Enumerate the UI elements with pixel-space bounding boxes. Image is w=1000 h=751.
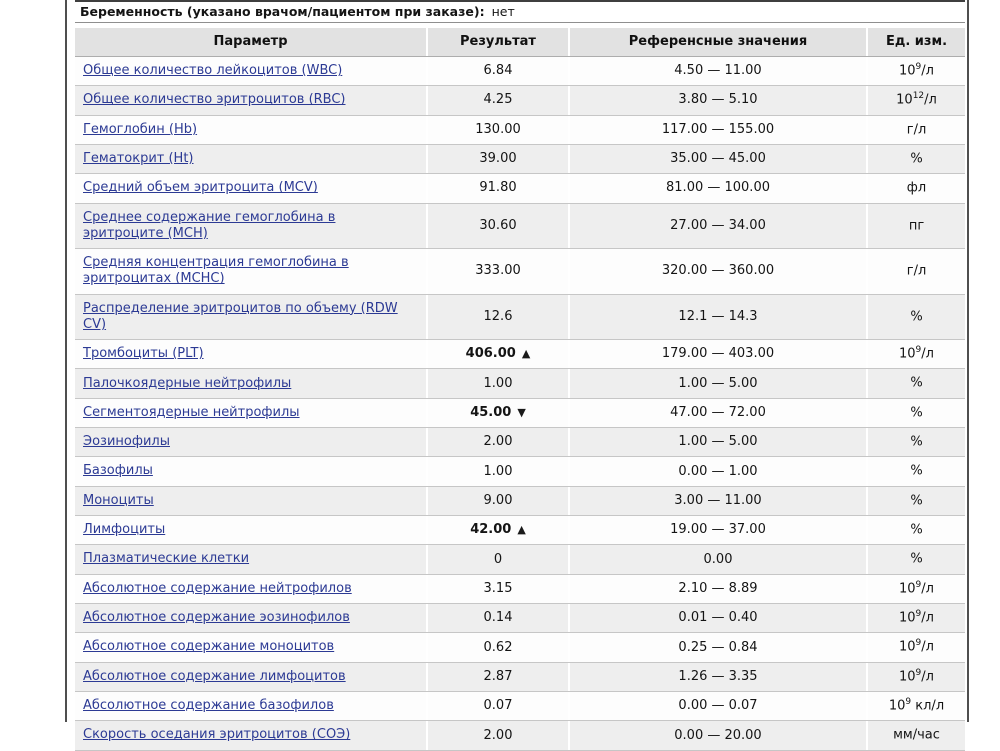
parameter-cell — [75, 57, 428, 85]
parameter-link[interactable]: Базофилы — [83, 463, 153, 479]
result-value: 0 — [493, 551, 503, 567]
parameter-cell — [75, 428, 428, 456]
unit-base: % — [910, 151, 923, 167]
header-parameter: Параметр — [75, 28, 428, 56]
table-row — [75, 204, 965, 250]
unit-base: г/л — [906, 121, 927, 137]
unit-cell — [868, 604, 965, 632]
unit-cell — [868, 86, 965, 114]
table-row — [75, 116, 965, 145]
reference-range: 35.00 — 45.00 — [570, 145, 868, 173]
page-left-border — [65, 0, 67, 722]
parameter-link[interactable]: Средний объем эритроцита (MCV) — [83, 180, 318, 196]
reference-range: 81.00 — 100.00 — [570, 174, 868, 202]
header-units: Ед. изм. — [885, 34, 948, 49]
table-row — [75, 369, 965, 398]
result-cell — [428, 174, 570, 202]
header-result: Результат — [428, 28, 570, 56]
parameter-link[interactable]: Общее количество эритроцитов (RBC) — [83, 92, 346, 108]
table-row — [75, 663, 965, 692]
parameter-cell — [75, 145, 428, 173]
result-value: 3.15 — [483, 580, 513, 596]
result-cell — [428, 86, 570, 114]
parameter-link[interactable]: Эозинофилы — [83, 434, 170, 450]
parameter-link[interactable]: Моноциты — [83, 492, 154, 508]
unit-cell — [868, 663, 965, 691]
header-reference: Референсные значения — [570, 28, 868, 56]
result-cell — [428, 575, 570, 603]
reference-range: 0.00 — 20.00 — [570, 721, 868, 749]
unit-cell — [868, 204, 965, 249]
unit-base: $10^9$ кл/л — [888, 697, 945, 714]
parameter-cell — [75, 516, 428, 544]
reference-range: 3.80 — 5.10 — [570, 86, 868, 114]
result-value: 30.60 — [479, 217, 517, 233]
table-row — [75, 174, 965, 203]
result-value: 4.25 — [483, 92, 513, 108]
unit-cell — [868, 633, 965, 661]
reference-range: 117.00 — 155.00 — [570, 116, 868, 144]
unit-cell — [868, 57, 965, 85]
unit-cell — [868, 399, 965, 427]
parameter-cell — [75, 86, 428, 114]
parameter-link[interactable]: Тромбоциты (PLT) — [83, 346, 204, 362]
table-row — [75, 457, 965, 486]
result-cell — [428, 516, 570, 544]
results-table — [75, 28, 965, 751]
abnormal-flag-icon: ▼ — [517, 405, 526, 419]
unit-cell — [868, 575, 965, 603]
unit-cell — [868, 340, 965, 368]
result-value: 12.6 — [483, 308, 513, 324]
unit-base: $10^9/л$ — [899, 638, 934, 655]
table-row — [75, 145, 965, 174]
unit-cell — [868, 116, 965, 144]
parameter-cell — [75, 692, 428, 720]
unit-base: $10^9/л$ — [899, 345, 934, 362]
parameter-cell — [75, 721, 428, 749]
result-value: 39.00 — [479, 151, 517, 167]
unit-base: фл — [906, 180, 927, 196]
parameter-cell — [75, 369, 428, 397]
result-cell — [428, 721, 570, 749]
unit-base: мм/час — [893, 727, 940, 743]
result-cell — [428, 545, 570, 573]
table-row — [75, 249, 965, 295]
result-cell — [428, 399, 570, 427]
parameter-cell — [75, 116, 428, 144]
unit-base: % — [910, 375, 923, 391]
unit-cell — [868, 295, 965, 340]
parameter-link[interactable]: Распределение эритроцитов по объему (RDW CV) — [83, 300, 398, 332]
result-value: 0.14 — [483, 610, 513, 626]
table-row — [75, 545, 965, 574]
result-cell — [428, 145, 570, 173]
result-cell — [428, 249, 570, 294]
unit-cell — [868, 428, 965, 456]
table-row — [75, 692, 965, 721]
result-value: 0.07 — [483, 698, 513, 714]
parameter-cell — [75, 633, 428, 661]
table-row — [75, 428, 965, 457]
reference-range: 27.00 — 34.00 — [570, 204, 868, 249]
lab-report — [75, 0, 965, 751]
unit-base: % — [910, 434, 923, 450]
parameter-cell — [75, 204, 428, 249]
reference-range: 1.00 — 5.00 — [570, 369, 868, 397]
result-value: 45.00 — [470, 404, 512, 420]
pregnancy-status-bar — [75, 0, 965, 23]
parameter-link[interactable]: Абсолютное содержание лимфоцитов — [83, 668, 346, 684]
unit-base: г/л — [906, 263, 927, 279]
unit-cell — [868, 721, 965, 749]
table-row — [75, 57, 965, 86]
result-value: 2.87 — [483, 668, 513, 684]
result-value: 91.80 — [479, 180, 517, 196]
parameter-link[interactable]: Абсолютное содержание моноцитов — [83, 639, 335, 655]
table-row — [75, 516, 965, 545]
unit-cell — [868, 145, 965, 173]
parameter-link[interactable]: Абсолютное содержание нейтрофилов — [83, 580, 352, 596]
unit-base: % — [910, 493, 923, 509]
unit-base: пг — [908, 218, 925, 234]
result-value: 0.62 — [483, 639, 513, 655]
reference-range: 179.00 — 403.00 — [570, 340, 868, 368]
table-header-row — [75, 28, 965, 57]
result-value: 1.00 — [483, 463, 513, 479]
pregnancy-label: Беременность (указано врачом/пациентом при заказе): — [80, 4, 485, 19]
result-cell — [428, 428, 570, 456]
reference-range: 4.50 — 11.00 — [570, 57, 868, 85]
parameter-link[interactable]: Общее количество лейкоцитов (WBC) — [83, 63, 343, 79]
unit-cell — [868, 457, 965, 485]
reference-range: 2.10 — 8.89 — [570, 575, 868, 603]
parameter-cell — [75, 399, 428, 427]
parameter-link[interactable]: Палочкоядерные нейтрофилы — [83, 375, 292, 391]
parameter-link[interactable]: Абсолютное содержание эозинофилов — [83, 610, 350, 626]
result-cell — [428, 340, 570, 368]
reference-range: 0.00 — 1.00 — [570, 457, 868, 485]
unit-base: % — [910, 551, 923, 567]
table-row — [75, 575, 965, 604]
parameter-cell — [75, 295, 428, 340]
result-cell — [428, 692, 570, 720]
unit-base: % — [910, 309, 923, 325]
reference-range: 0.00 — [570, 545, 868, 573]
table-row — [75, 295, 965, 341]
parameter-link[interactable]: Средняя концентрация гемоглобина в эритроцитах (MCHC) — [83, 255, 349, 287]
result-value: 9.00 — [483, 492, 513, 508]
result-cell — [428, 633, 570, 661]
parameter-cell — [75, 340, 428, 368]
result-value: 333.00 — [475, 263, 521, 279]
table-body — [75, 57, 965, 751]
reference-range: 320.00 — 360.00 — [570, 249, 868, 294]
parameter-link[interactable]: Плазматические клетки — [83, 551, 250, 567]
parameter-link[interactable]: Скорость оседания эритроцитов (СОЭ) — [83, 727, 351, 743]
result-value: 2.00 — [483, 727, 513, 743]
reference-range: 0.01 — 0.40 — [570, 604, 868, 632]
result-cell — [428, 604, 570, 632]
reference-range: 3.00 — 11.00 — [570, 487, 868, 515]
parameter-cell — [75, 545, 428, 573]
unit-cell — [868, 545, 965, 573]
reference-range: 0.00 — 0.07 — [570, 692, 868, 720]
result-value: 2.00 — [483, 434, 513, 450]
result-cell — [428, 204, 570, 249]
table-row — [75, 721, 965, 750]
table-row — [75, 86, 965, 115]
unit-cell — [868, 369, 965, 397]
unit-base: $10^{12}/л$ — [896, 91, 937, 108]
table-row — [75, 633, 965, 662]
result-cell — [428, 57, 570, 85]
unit-cell — [868, 249, 965, 294]
reference-range: 19.00 — 37.00 — [570, 516, 868, 544]
table-row — [75, 604, 965, 633]
result-value: 42.00 — [470, 522, 512, 538]
table-row — [75, 487, 965, 516]
parameter-cell — [75, 457, 428, 485]
result-cell — [428, 116, 570, 144]
result-value: 406.00 — [465, 346, 516, 362]
parameter-cell — [75, 487, 428, 515]
table-row — [75, 340, 965, 369]
pregnancy-value: нет — [491, 4, 515, 19]
parameter-cell — [75, 663, 428, 691]
reference-range: 12.1 — 14.3 — [570, 295, 868, 340]
result-cell — [428, 663, 570, 691]
unit-base: $10^9/л$ — [899, 609, 934, 626]
result-cell — [428, 295, 570, 340]
parameter-cell — [75, 575, 428, 603]
reference-range: 0.25 — 0.84 — [570, 633, 868, 661]
reference-range: 47.00 — 72.00 — [570, 399, 868, 427]
parameter-link[interactable]: Сегментоядерные нейтрофилы — [83, 404, 300, 420]
unit-cell — [868, 692, 965, 720]
reference-range: 1.00 — 5.00 — [570, 428, 868, 456]
parameter-cell — [75, 604, 428, 632]
unit-cell — [868, 516, 965, 544]
parameter-cell — [75, 174, 428, 202]
page-right-border — [967, 0, 969, 722]
parameter-link[interactable]: Гематокрит (Ht) — [83, 151, 194, 167]
unit-base: $10^9/л$ — [899, 667, 934, 685]
unit-base: % — [910, 405, 923, 421]
unit-base: % — [910, 463, 923, 479]
unit-base: $10^9/л$ — [899, 579, 934, 597]
parameter-link[interactable]: Среднее содержание гемоглобина в эритроците (MCH) — [83, 209, 336, 241]
parameter-link[interactable]: Лимфоциты — [83, 522, 166, 538]
result-cell — [428, 457, 570, 485]
reference-range: 1.26 — 3.35 — [570, 663, 868, 691]
unit-cell — [868, 174, 965, 202]
result-value: 6.84 — [483, 63, 513, 79]
result-cell — [428, 369, 570, 397]
unit-base: $10^9/л$ — [899, 62, 934, 79]
unit-base: % — [910, 522, 923, 538]
result-value: 130.00 — [475, 121, 521, 137]
result-value: 1.00 — [483, 375, 513, 391]
parameter-link[interactable]: Абсолютное содержание базофилов — [83, 698, 334, 714]
parameter-link[interactable]: Гемоглобин (Hb) — [83, 121, 198, 137]
table-row — [75, 399, 965, 428]
abnormal-flag-icon: ▲ — [517, 523, 526, 537]
unit-cell — [868, 487, 965, 515]
abnormal-flag-icon: ▲ — [521, 347, 531, 361]
result-cell — [428, 487, 570, 515]
parameter-cell — [75, 249, 428, 294]
